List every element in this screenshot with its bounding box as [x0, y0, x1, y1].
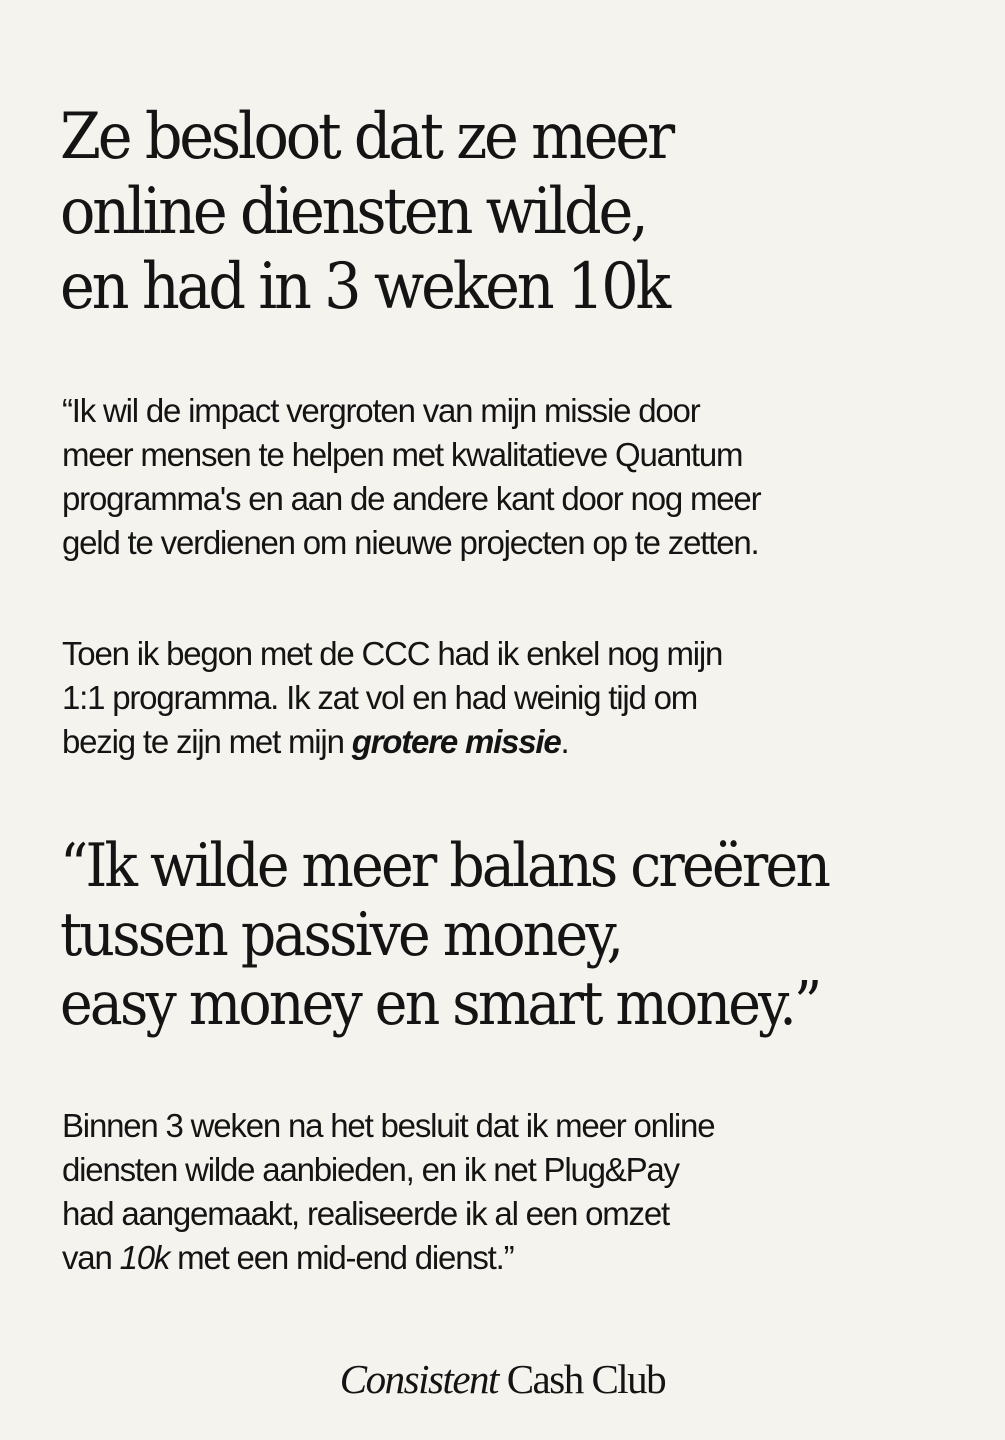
paragraph-line: geld te verdienen om nieuwe projecten op te zetten. [62, 524, 759, 561]
paragraph-line: 1:1 programma. Ik zat vol en had weinig tijd om [62, 679, 698, 716]
paragraph-line: diensten wilde aanbieden, en ik net Plug&Pay [62, 1151, 679, 1188]
context-paragraph [62, 632, 722, 764]
quote-line: easy money en smart money.” [60, 969, 820, 1039]
quote-line: tussen passive money, [60, 900, 622, 970]
title-line: Ze besloot dat ze meer [60, 100, 672, 174]
pull-quote [60, 832, 828, 1039]
title-line: en had in 3 weken 10k [60, 250, 668, 324]
paragraph-line: meer mensen te helpen met kwalitatieve Quantum [62, 436, 743, 473]
brand-logo [0, 1354, 1005, 1404]
paragraph-line: “Ik wil de impact vergroten van mijn missie door [62, 392, 700, 429]
logo-text-italic: Consistent [339, 1356, 498, 1402]
paragraph-line: programma's en aan de andere kant door nog meer [62, 480, 761, 517]
paragraph-text: . [560, 723, 569, 760]
intro-quote-paragraph [62, 389, 760, 565]
emphasis-text: grotere missie [351, 723, 561, 760]
paragraph-line: Binnen 3 weken na het besluit dat ik meer online [62, 1107, 715, 1144]
quote-line: “Ik wilde meer balans creëren [60, 831, 829, 901]
result-paragraph [62, 1104, 714, 1280]
emphasis-text: 10k [119, 1239, 170, 1276]
paragraph-text: met een mid-end dienst.” [169, 1239, 514, 1276]
paragraph-text: van [62, 1239, 120, 1276]
paragraph-line [62, 720, 722, 764]
logo-text: Cash Club [497, 1356, 666, 1402]
page-title [60, 100, 672, 325]
paragraph-line [62, 1236, 714, 1280]
paragraph-line: Toen ik begon met de CCC had ik enkel nog mijn [62, 635, 723, 672]
paragraph-text: bezig te zijn met mijn [62, 723, 352, 760]
paragraph-line: had aangemaakt, realiseerde ik al een omzet [62, 1195, 669, 1232]
title-line: online diensten wilde, [60, 175, 646, 249]
